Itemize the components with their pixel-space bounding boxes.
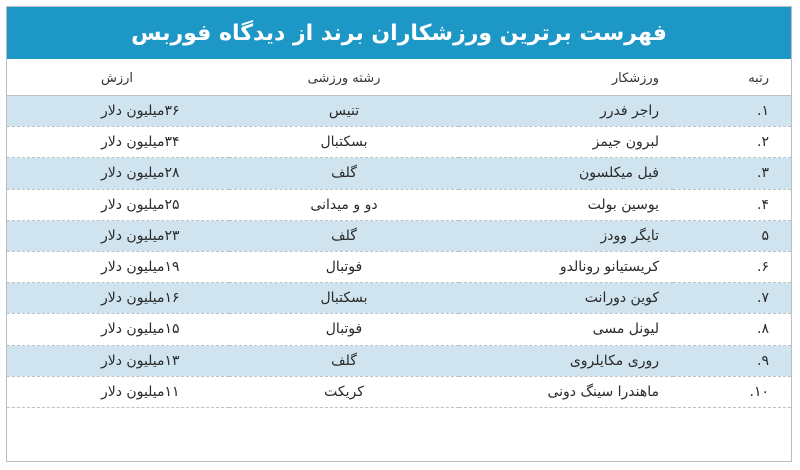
cell-worth bbox=[7, 314, 229, 345]
cell-athlete: یوسین بولت bbox=[459, 189, 673, 220]
table-row bbox=[7, 376, 791, 407]
table-row bbox=[7, 96, 791, 127]
cell-worth bbox=[7, 345, 229, 376]
cell-worth bbox=[7, 158, 229, 189]
cell-sport: فوتبال bbox=[229, 251, 459, 282]
cell-athlete: فیل میکلسون bbox=[459, 158, 673, 189]
cell-sport: گلف bbox=[229, 158, 459, 189]
cell-worth bbox=[7, 283, 229, 314]
cell-sport: کریکت bbox=[229, 376, 459, 407]
cell-sport: گلف bbox=[229, 220, 459, 251]
header-rank: رتبه bbox=[673, 61, 791, 96]
worth-value: ۱۳میلیون دلار bbox=[101, 352, 180, 369]
worth-value: ۳۶میلیون دلار bbox=[101, 103, 180, 120]
cell-athlete: لبرون جیمز bbox=[459, 127, 673, 158]
table-row bbox=[7, 189, 791, 220]
worth-value: ۱۱میلیون دلار bbox=[101, 383, 180, 400]
cell-athlete: کوین دورانت bbox=[459, 283, 673, 314]
table-header-row bbox=[7, 61, 791, 96]
cell-rank: ۶. bbox=[673, 251, 791, 282]
header-athlete: ورزشکار bbox=[459, 61, 673, 96]
cell-athlete: ماهندرا سینگ دونی bbox=[459, 376, 673, 407]
cell-rank: ۳. bbox=[673, 158, 791, 189]
worth-value: ۲۳میلیون دلار bbox=[101, 227, 180, 244]
table-row bbox=[7, 158, 791, 189]
cell-sport: دو و میدانی bbox=[229, 189, 459, 220]
page-title: فهرست برترین ورزشکاران برند از دیدگاه فوربس bbox=[131, 20, 667, 46]
cell-worth bbox=[7, 251, 229, 282]
cell-worth bbox=[7, 127, 229, 158]
title-bar bbox=[7, 7, 791, 61]
cell-athlete: کریستیانو رونالدو bbox=[459, 251, 673, 282]
table-row bbox=[7, 314, 791, 345]
cell-worth bbox=[7, 189, 229, 220]
cell-sport: فوتبال bbox=[229, 314, 459, 345]
worth-value: ۲۸میلیون دلار bbox=[101, 165, 180, 182]
worth-value: ۱۵میلیون دلار bbox=[101, 321, 180, 338]
header-worth: ارزش bbox=[7, 61, 229, 96]
cell-athlete: روری مکایلروی bbox=[459, 345, 673, 376]
athlete-ranking-table bbox=[7, 61, 791, 408]
cell-rank: ۵ bbox=[673, 220, 791, 251]
cell-athlete: لیونل مسی bbox=[459, 314, 673, 345]
cell-rank: ۹. bbox=[673, 345, 791, 376]
table-row bbox=[7, 220, 791, 251]
cell-worth bbox=[7, 96, 229, 127]
cell-rank: ۸. bbox=[673, 314, 791, 345]
cell-worth bbox=[7, 376, 229, 407]
cell-sport: بسکتبال bbox=[229, 127, 459, 158]
cell-rank: ۱. bbox=[673, 96, 791, 127]
cell-sport: گلف bbox=[229, 345, 459, 376]
cell-rank: ۷. bbox=[673, 283, 791, 314]
table-row bbox=[7, 345, 791, 376]
worth-value: ۲۵میلیون دلار bbox=[101, 196, 180, 213]
table-row bbox=[7, 127, 791, 158]
worth-value: ۱۹میلیون دلار bbox=[101, 259, 180, 276]
cell-rank: ۴. bbox=[673, 189, 791, 220]
worth-value: ۱۶میلیون دلار bbox=[101, 290, 180, 307]
cell-athlete: راجر فدرر bbox=[459, 96, 673, 127]
header-sport: رشته ورزشی bbox=[229, 61, 459, 96]
table-row bbox=[7, 251, 791, 282]
cell-sport: بسکتبال bbox=[229, 283, 459, 314]
cell-athlete: تایگر وودز bbox=[459, 220, 673, 251]
cell-sport: تنیس bbox=[229, 96, 459, 127]
cell-rank: ۱۰. bbox=[673, 376, 791, 407]
cell-rank: ۲. bbox=[673, 127, 791, 158]
cell-worth bbox=[7, 220, 229, 251]
table-row bbox=[7, 283, 791, 314]
ranking-table-frame bbox=[6, 6, 792, 462]
worth-value: ۳۴میلیون دلار bbox=[101, 134, 180, 151]
